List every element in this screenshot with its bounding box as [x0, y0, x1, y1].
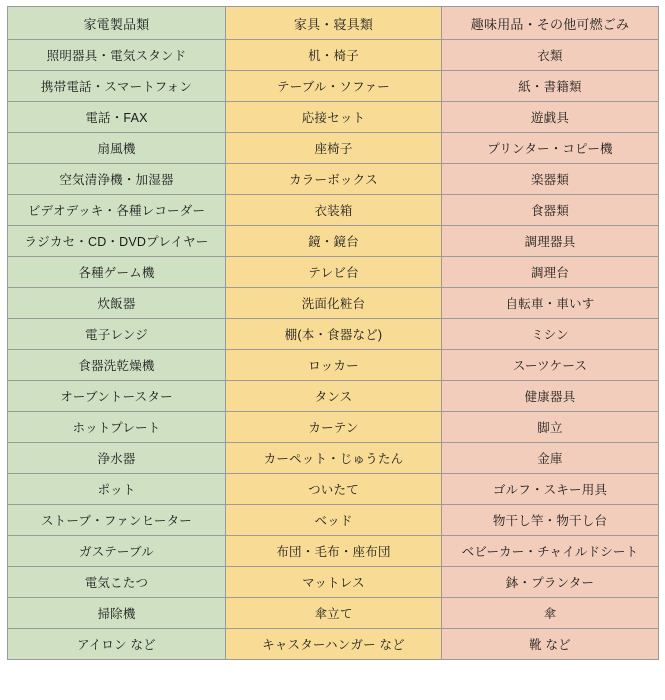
table-row [8, 629, 659, 660]
cell-hobby: 靴 など [442, 629, 659, 660]
table-row [8, 195, 659, 226]
cell-appliance: ラジカセ・CD・DVDプレイヤー [8, 226, 226, 257]
cell-hobby: 衣類 [442, 40, 659, 71]
table-body [8, 7, 659, 660]
cell-furniture: ベッド [226, 505, 442, 536]
cell-appliance: 炊飯器 [8, 288, 226, 319]
cell-appliance: 電子レンジ [8, 319, 226, 350]
table-row [8, 350, 659, 381]
table-row [8, 71, 659, 102]
table-row [8, 443, 659, 474]
cell-hobby: 食器類 [442, 195, 659, 226]
cell-appliance: 食器洗乾燥機 [8, 350, 226, 381]
cell-appliance: 空気清浄機・加湿器 [8, 164, 226, 195]
cell-appliance: アイロン など [8, 629, 226, 660]
cell-furniture: カーテン [226, 412, 442, 443]
cell-hobby: 傘 [442, 598, 659, 629]
table-row [8, 257, 659, 288]
cell-appliance: 扇風機 [8, 133, 226, 164]
cell-appliance: 浄水器 [8, 443, 226, 474]
column-header-hobby: 趣味用品・その他可燃ごみ [442, 7, 659, 40]
cell-appliance: 掃除機 [8, 598, 226, 629]
cell-furniture: 布団・毛布・座布団 [226, 536, 442, 567]
cell-furniture: ついたて [226, 474, 442, 505]
cell-furniture: カラーボックス [226, 164, 442, 195]
cell-furniture: テレビ台 [226, 257, 442, 288]
cell-appliance: ビデオデッキ・各種レコーダー [8, 195, 226, 226]
cell-appliance: オーブントースター [8, 381, 226, 412]
cell-appliance: ストーブ・ファンヒーター [8, 505, 226, 536]
table-row [8, 133, 659, 164]
cell-furniture: テーブル・ソファー [226, 71, 442, 102]
cell-furniture: 棚(本・食器など) [226, 319, 442, 350]
table-row [8, 536, 659, 567]
cell-hobby: 鉢・プランター [442, 567, 659, 598]
cell-appliance: 電気こたつ [8, 567, 226, 598]
cell-appliance: ポット [8, 474, 226, 505]
table-row [8, 164, 659, 195]
table-row [8, 288, 659, 319]
cell-appliance: ガステーブル [8, 536, 226, 567]
cell-furniture: タンス [226, 381, 442, 412]
cell-furniture: 衣装箱 [226, 195, 442, 226]
cell-hobby: 調理台 [442, 257, 659, 288]
cell-furniture: マットレス [226, 567, 442, 598]
cell-hobby: 脚立 [442, 412, 659, 443]
table-row [8, 40, 659, 71]
cell-furniture: 傘立て [226, 598, 442, 629]
cell-hobby: ベビーカー・チャイルドシート [442, 536, 659, 567]
cell-furniture: カーペット・じゅうたん [226, 443, 442, 474]
cell-hobby: 楽器類 [442, 164, 659, 195]
column-header-appliance: 家電製品類 [8, 7, 226, 40]
table-row [8, 598, 659, 629]
cell-appliance: 照明器具・電気スタンド [8, 40, 226, 71]
cell-hobby: ミシン [442, 319, 659, 350]
table-row [8, 567, 659, 598]
cell-furniture: 鏡・鏡台 [226, 226, 442, 257]
cell-hobby: スーツケース [442, 350, 659, 381]
cell-hobby: 調理器具 [442, 226, 659, 257]
cell-appliance: 電話・FAX [8, 102, 226, 133]
cell-hobby: 遊戯具 [442, 102, 659, 133]
cell-furniture: ロッカー [226, 350, 442, 381]
cell-appliance: 各種ゲーム機 [8, 257, 226, 288]
table-row [8, 319, 659, 350]
cell-appliance: ホットプレート [8, 412, 226, 443]
cell-hobby: 自転車・車いす [442, 288, 659, 319]
column-header-furniture: 家具・寝具類 [226, 7, 442, 40]
cell-hobby: 健康器具 [442, 381, 659, 412]
cell-furniture: 応接セット [226, 102, 442, 133]
table-row [8, 505, 659, 536]
cell-hobby: 紙・書籍類 [442, 71, 659, 102]
cell-furniture: 座椅子 [226, 133, 442, 164]
table-row [8, 102, 659, 133]
waste-category-table [7, 6, 659, 660]
cell-hobby: 金庫 [442, 443, 659, 474]
cell-hobby: ゴルフ・スキー用具 [442, 474, 659, 505]
cell-furniture: 洗面化粧台 [226, 288, 442, 319]
table-row [8, 381, 659, 412]
cell-appliance: 携帯電話・スマートフォン [8, 71, 226, 102]
table-header-row [8, 7, 659, 40]
cell-hobby: プリンター・コピー機 [442, 133, 659, 164]
cell-furniture: キャスターハンガー など [226, 629, 442, 660]
table-row [8, 226, 659, 257]
cell-furniture: 机・椅子 [226, 40, 442, 71]
cell-hobby: 物干し竿・物干し台 [442, 505, 659, 536]
table-row [8, 412, 659, 443]
table-row [8, 474, 659, 505]
